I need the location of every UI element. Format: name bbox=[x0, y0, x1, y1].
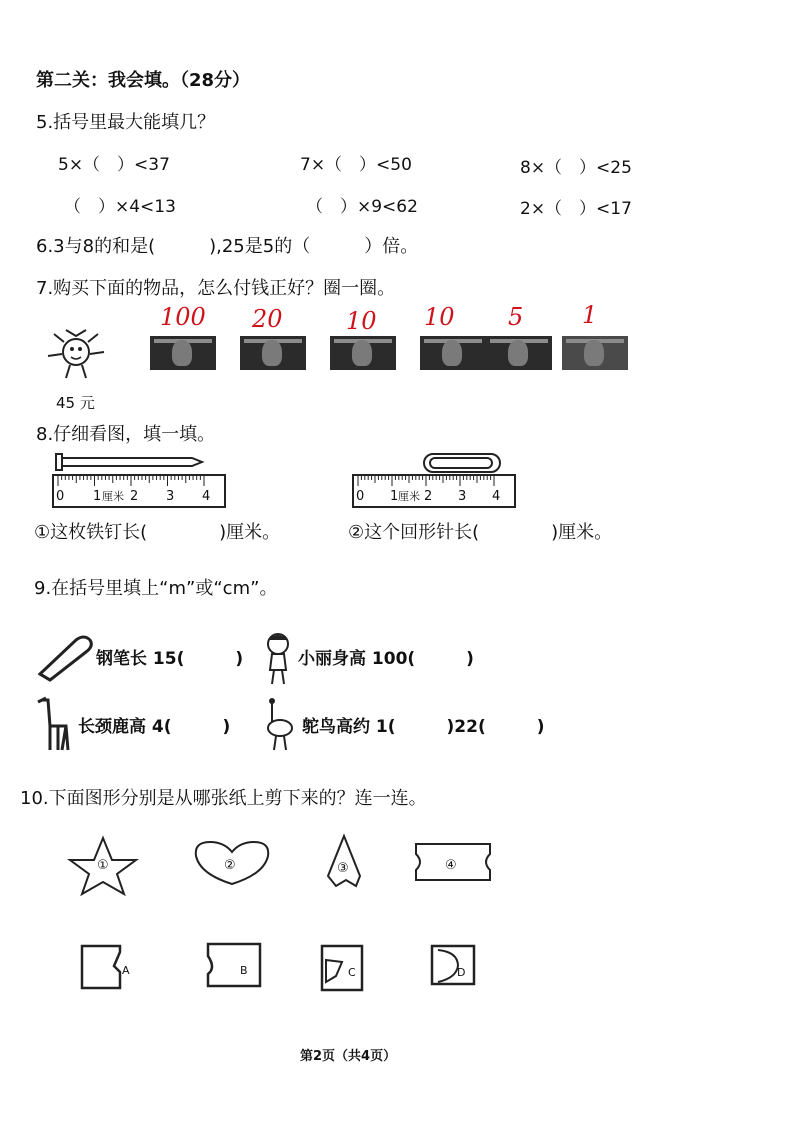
q5-item-6: 2×（ ）<17 bbox=[520, 199, 632, 219]
q7-price: 45 元 bbox=[56, 394, 95, 412]
ruler-2-unit: 厘米 bbox=[398, 490, 420, 503]
q7-prompt: 7.购买下面的物品，怎么付钱正好？圈一圈。 bbox=[36, 278, 396, 299]
triangle-shape-label: ③ bbox=[337, 861, 349, 876]
ruler-1-unit: 厘米 bbox=[102, 490, 124, 503]
q5-item-2: 7×（ ）<50 bbox=[300, 155, 412, 175]
q5-prompt: 5.括号里最大能填几？ bbox=[36, 112, 216, 133]
q6-prompt: 6.3与8的和是( ),25是5的（ ）倍。 bbox=[36, 236, 419, 257]
ticket-shape-label: ④ bbox=[445, 858, 457, 873]
ruler-1-tick-1: 1 bbox=[93, 489, 102, 504]
girl-icon bbox=[262, 630, 298, 686]
ruler-2-tick-1: 1 bbox=[390, 489, 399, 504]
ruler-2-tick-3: 3 bbox=[458, 489, 467, 504]
q8-answer-b: ②这个回形针长( )厘米。 bbox=[348, 522, 613, 543]
q9-item-ostrich: 鸵鸟高约 1( )22( ) bbox=[302, 717, 545, 737]
pen-icon bbox=[36, 630, 96, 680]
ruler-1-tick-3: 3 bbox=[166, 489, 175, 504]
ruler-1-tick-2: 2 bbox=[130, 489, 139, 504]
paper-c-label: C bbox=[348, 966, 356, 979]
q8-answer-a: ①这枚铁钉长( )厘米。 bbox=[34, 522, 281, 543]
page-footer: 第2页（共4页） bbox=[300, 1049, 397, 1064]
q5-item-5: （ ）×9<62 bbox=[306, 197, 418, 217]
star-shape-label: ① bbox=[97, 858, 109, 873]
q5-item-4: （ ）×4<13 bbox=[64, 197, 176, 217]
section-title: 第二关：我会填。（28分） bbox=[36, 70, 251, 91]
paper-a-label: A bbox=[122, 964, 130, 977]
q9-item-girl: 小丽身高 100( ) bbox=[298, 649, 474, 669]
note-label-4: 10 bbox=[424, 303, 455, 331]
q8-prompt: 8.仔细看图，填一填。 bbox=[36, 424, 216, 445]
note-label-1: 100 bbox=[160, 303, 206, 331]
q9-item-giraffe: 长颈鹿高 4( ) bbox=[78, 717, 231, 737]
giraffe-icon bbox=[36, 696, 76, 752]
note-label-3: 10 bbox=[346, 307, 377, 335]
ostrich-icon bbox=[262, 696, 300, 752]
q5-item-3: 8×（ ）<25 bbox=[520, 158, 632, 178]
q5-item-1: 5×（ ）<37 bbox=[58, 155, 170, 175]
paper-b[interactable] bbox=[204, 940, 264, 990]
q9-item-pen: 钢笔长 15( ) bbox=[96, 649, 244, 669]
paper-c[interactable] bbox=[318, 942, 368, 994]
heart-shape-label: ② bbox=[224, 858, 236, 873]
ruler-2-tick-0: 0 bbox=[356, 489, 365, 504]
q9-prompt: 9.在括号里填上“m”或“cm”。 bbox=[34, 578, 278, 599]
paper-d-label: D bbox=[457, 966, 466, 979]
ruler-2-tick-2: 2 bbox=[424, 489, 433, 504]
paper-b-label: B bbox=[240, 964, 248, 977]
note-label-2: 20 bbox=[252, 305, 283, 333]
note-label-5: 5 bbox=[508, 303, 524, 331]
q10-prompt: 10.下面图形分别是从哪张纸上剪下来的？连一连。 bbox=[20, 788, 427, 809]
ruler-tick-marks bbox=[0, 0, 794, 520]
ruler-1-tick-4: 4 bbox=[202, 489, 211, 504]
note-label-6: 1 bbox=[582, 301, 598, 329]
ruler-1-tick-0: 0 bbox=[56, 489, 65, 504]
paper-d[interactable] bbox=[428, 942, 478, 988]
ruler-2-tick-4: 4 bbox=[492, 489, 501, 504]
